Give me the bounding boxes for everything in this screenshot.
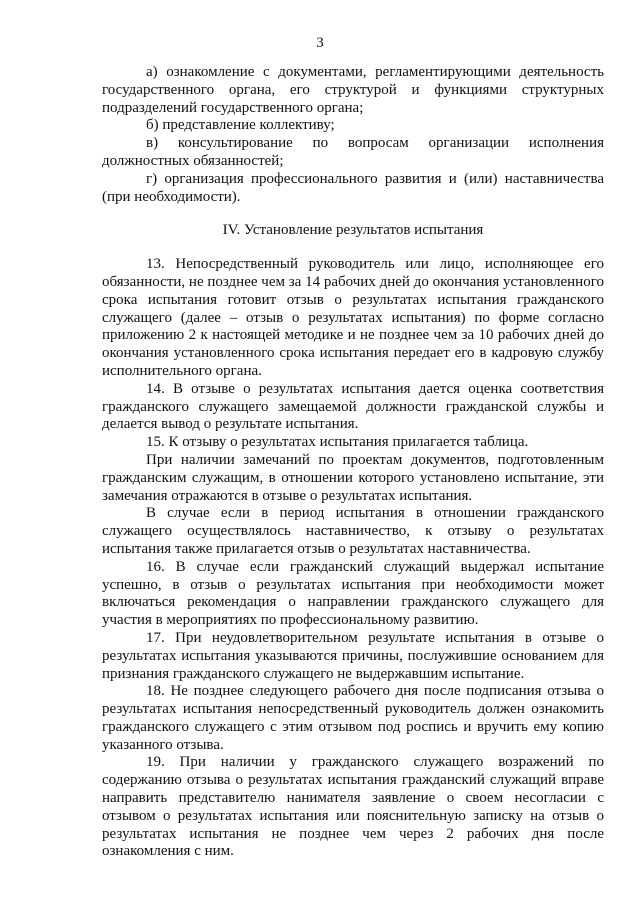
paragraph-15: 15. К отзыву о результатах испытания прилагается таблица. xyxy=(146,434,529,451)
paragraph-15-mentoring: В случае если в период испытания в отношении гражданского служащего осуществлялось наставничество, к отзыву о результатах испытания также прилагается отзыв о результатах наставничества. xyxy=(102,505,604,557)
paragraph-a: а) ознакомление с документами, регламентирующими деятельность государственного органа, его структурой и функциями структурных подразделений государственного органа; xyxy=(102,64,604,116)
paragraph-13: 13. Непосредственный руководитель или лицо, исполняющее его обязанности, не позднее чем за 14 рабочих дней до окончания установленного срока испытания готовит отзыв о результатах испытания гражданского служащего (далее – отзыв о результатах испытания) по форме согласно приложению 2 к настоящей методике и не позднее чем за 10 рабочих дней до окончания установленного срока испытания передает его в кадровую службу исполнительного органа. xyxy=(102,256,604,379)
section-heading: IV. Установление результатов испытания xyxy=(222,222,484,239)
paragraph-18: 18. Не позднее следующего рабочего дня после подписания отзыва о результатах испытания непосредственный руководитель должен ознакомить гражданского служащего с этим отзывом под роспись и вручить ему копию указанного отзыва. xyxy=(102,683,604,753)
paragraph-19: 19. При наличии у гражданского служащего возражений по содержанию отзыва о результатах испытания гражданский служащий вправе направить представителю нанимателя заявление о своем несогласии с отзывом о результатах испытания или пояснительную записку на отзыв о результатах испытания не позднее чем через 2 рабочих дня после ознакомления с ним. xyxy=(102,754,604,860)
paragraph-16: 16. В случае если гражданский служащий выдержал испытание успешно, в отзыв о результатах испытания при необходимости может включаться рекомендация о направлении гражданского служащего для участия в мероприятиях по профессиональному развитию. xyxy=(102,558,604,629)
paragraph-17: 17. При неудовлетворительном результате испытания в отзыве о результатах испытания указываются причины, послужившие основанием для признания гражданского служащего не выдержавшим испытание. xyxy=(102,629,604,682)
paragraph-14: 14. В отзыве о результатах испытания дается оценка соответствия гражданского служащего замещаемой должности гражданской службы и делается вывод о результате испытания. xyxy=(102,380,604,433)
paragraph-15-remarks: При наличии замечаний по проектам документов, подготовленным гражданским служащим, в отношении которого установлено испытание, эти замечания отражаются в отзыве о результатах испытания. xyxy=(102,451,604,504)
paragraph-g: г) организация профессионального развития и (или) наставничества (при необходимости). xyxy=(102,170,604,205)
paragraph-b: б) представление коллективу; xyxy=(146,117,335,134)
page-number: 3 xyxy=(316,35,324,51)
paragraph-v: в) консультирование по вопросам организации исполнения должностных обязанностей; xyxy=(102,135,604,169)
document-body xyxy=(102,64,604,861)
